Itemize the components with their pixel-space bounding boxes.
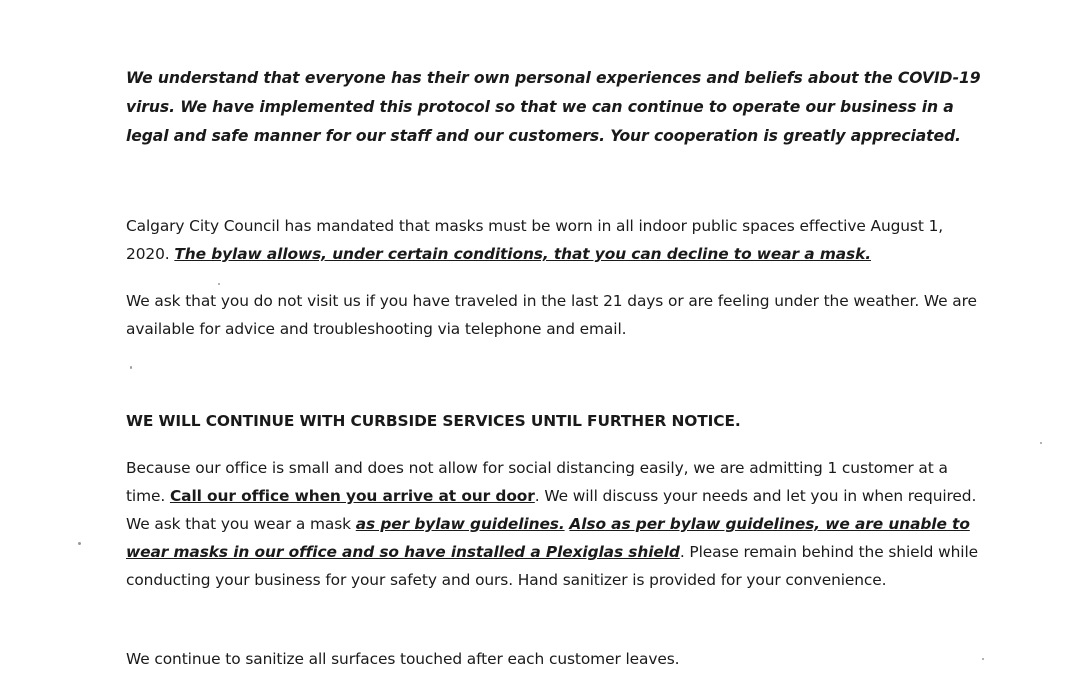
scan-speck [218, 283, 220, 285]
office-policy-text-1: Because our office is small and does not allow for social distancing easily, we are admitting 1 customer at a time. [126, 459, 948, 505]
bylaw-guidelines-text-1: as per bylaw guidelines. [355, 515, 565, 533]
council-mandate-paragraph [126, 212, 986, 268]
curbside-heading: WE WILL CONTINUE WITH CURBSIDE SERVICES UNTIL FURTHER NOTICE. [126, 412, 741, 430]
office-policy-text-2: . We will discuss your needs and let you in when required. We ask that you wear a mask [126, 487, 977, 533]
scan-speck [982, 658, 984, 660]
office-policy-paragraph [126, 454, 986, 594]
intro-paragraph: We understand that everyone has their own personal experiences and beliefs about the COVID-19 virus. We have implemented this protocol so that we can continue to operate our business in a legal and safe manner for our staff and our customers. Your cooperation is greatly appreciated. [126, 69, 981, 145]
bylaw-exemption-text: The bylaw allows, under certain conditions, that you can decline to wear a mask. [174, 245, 871, 263]
sanitize-paragraph: We continue to sanitize all surfaces touched after each customer leaves. [126, 650, 680, 668]
scan-speck [130, 366, 132, 369]
council-mandate-text: Calgary City Council has mandated that masks must be worn in all indoor public spaces effective August 1, 2020. [126, 217, 944, 263]
bylaw-guidelines-text-2: Also as per bylaw guidelines, we are unable to wear masks in our office and so have installed a Plexiglas shield [126, 515, 970, 561]
call-office-instruction: Call our office when you arrive at our door [169, 487, 535, 505]
travel-advice-paragraph: We ask that you do not visit us if you have traveled in the last 21 days or are feeling under the weather. We are available for advice and troubleshooting via telephone and email. [126, 292, 977, 338]
scan-speck [78, 542, 81, 545]
office-policy-text-3: . Please remain behind the shield while conducting your business for your safety and ours. Hand sanitizer is provided for your convenience. [126, 543, 978, 589]
scan-speck [1040, 442, 1042, 444]
